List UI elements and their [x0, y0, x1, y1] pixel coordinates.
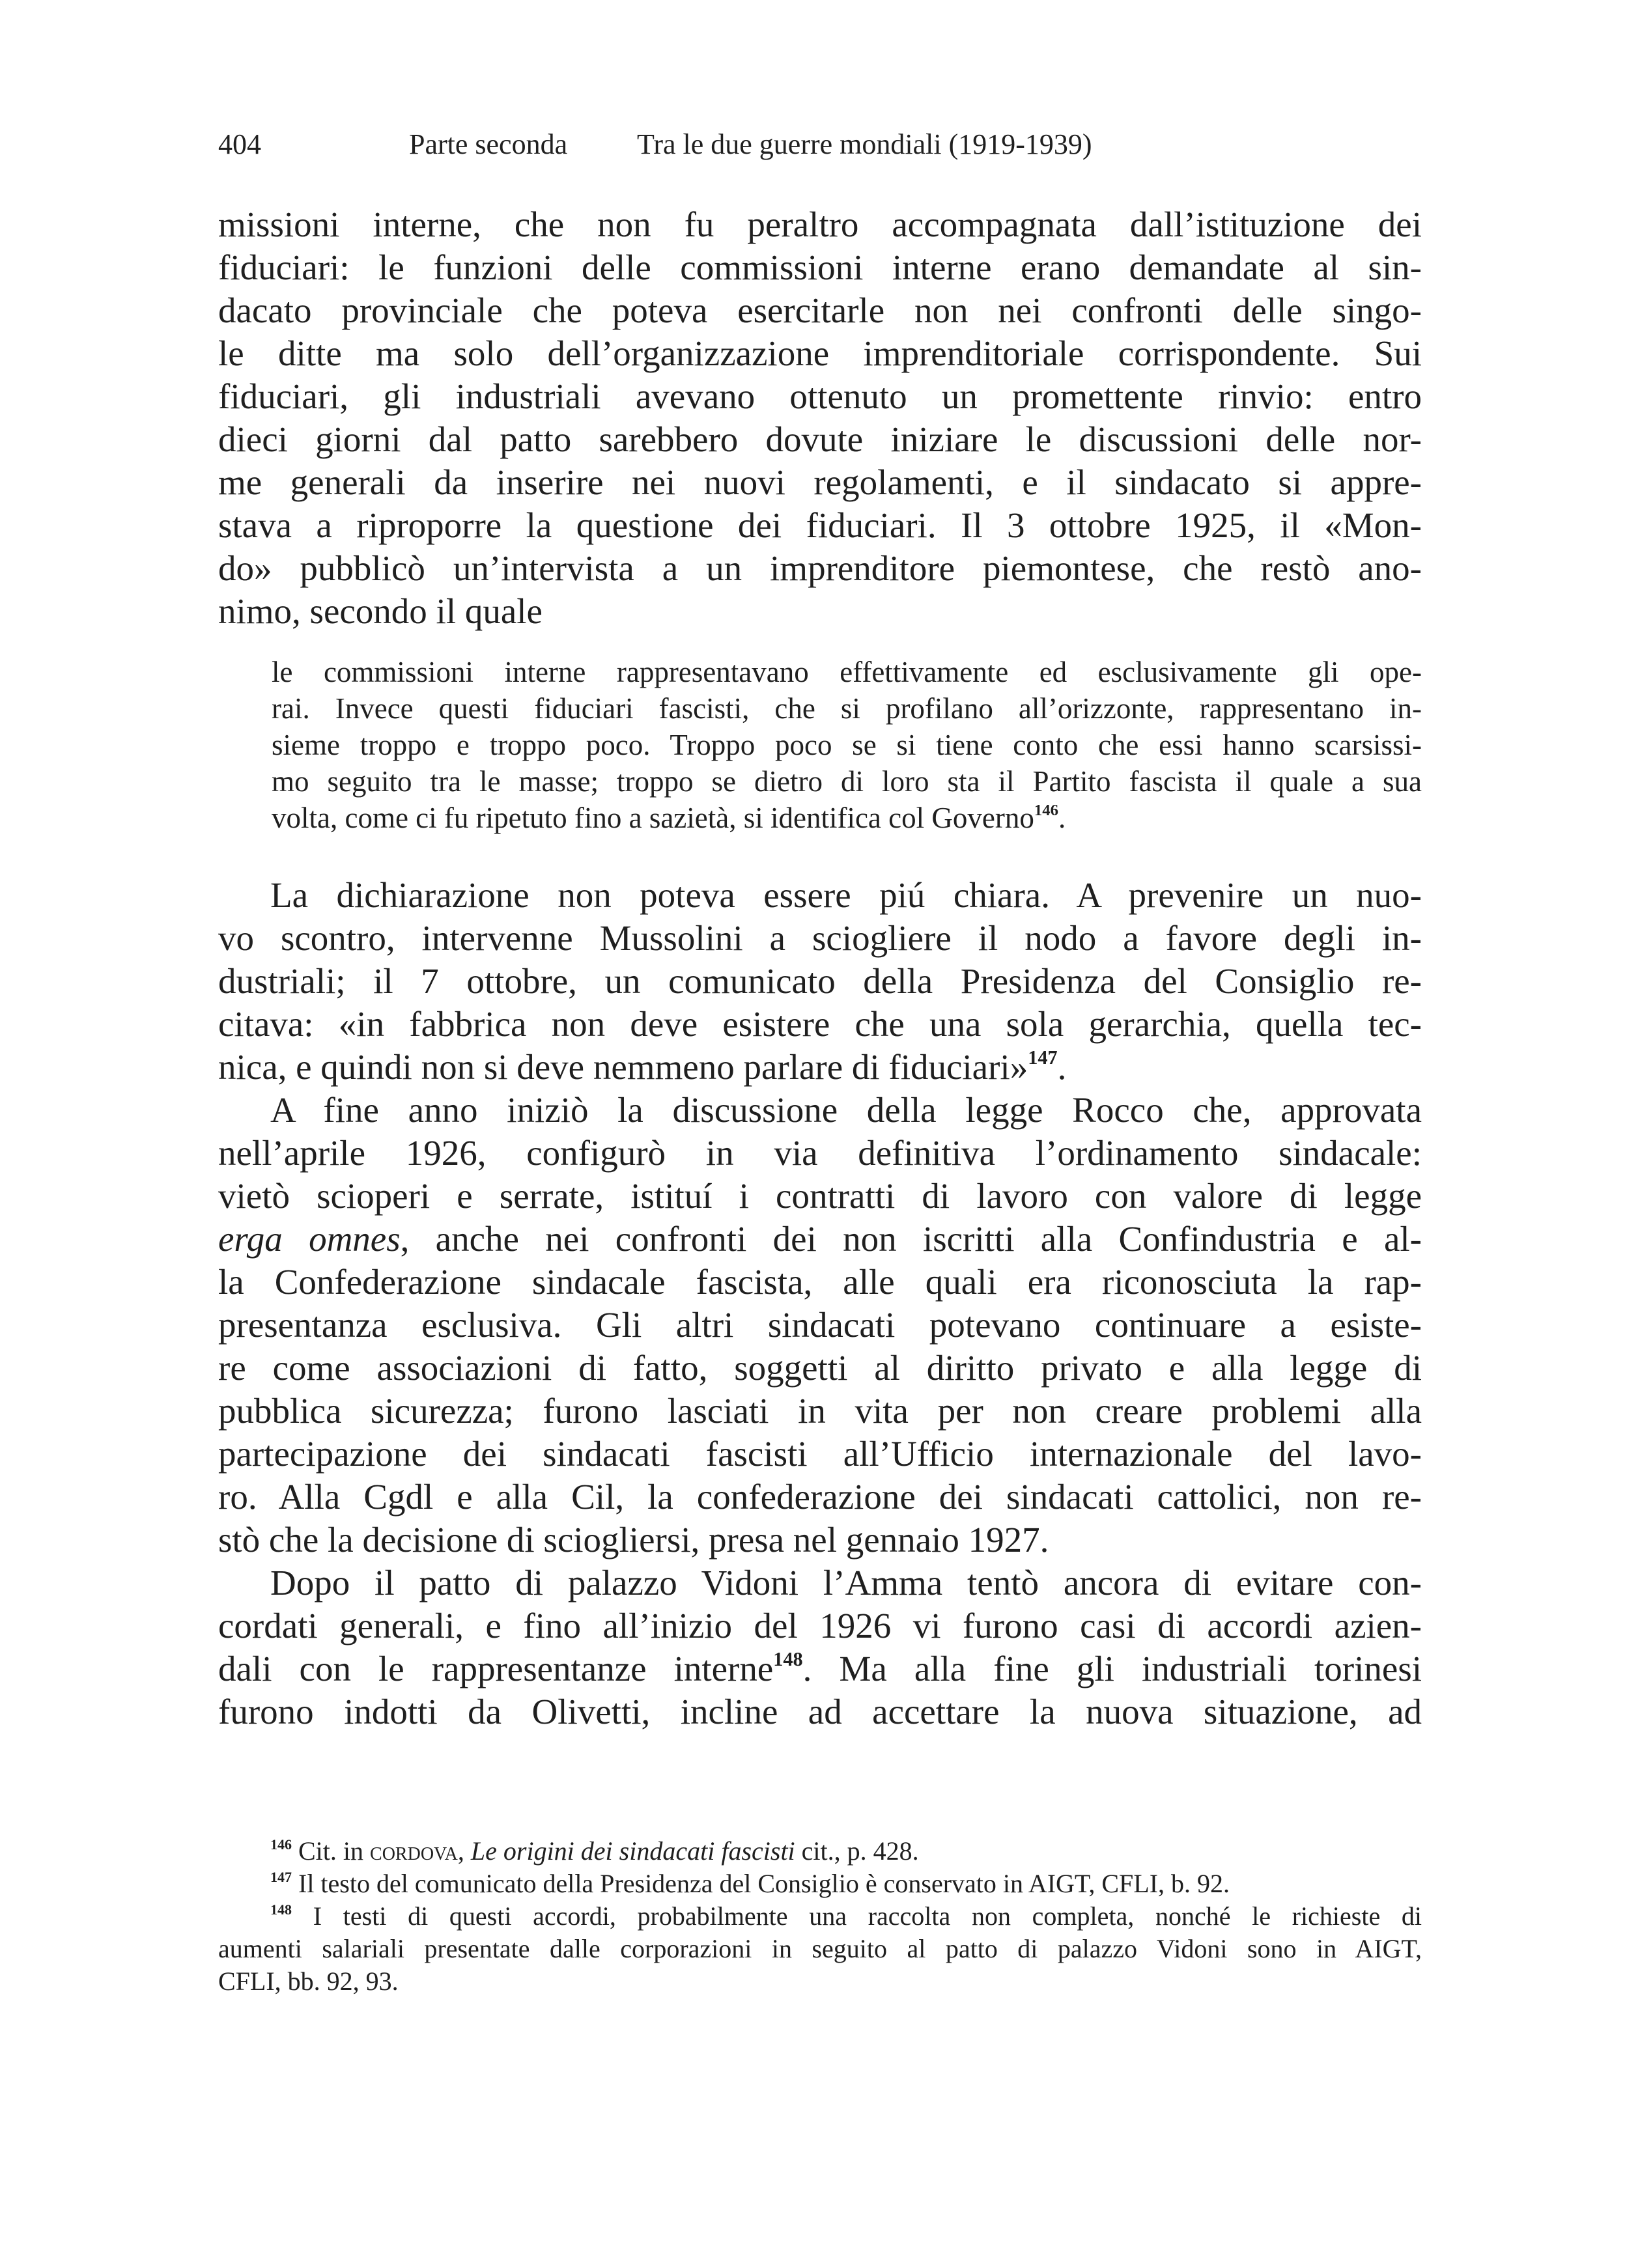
body-line: stò che la decisione di sciogliersi, presa nel gennaio 1927.: [218, 1520, 1049, 1560]
footnote-line: CFLI, bb. 92, 93.: [218, 1967, 399, 1996]
footnote-ref-148[interactable]: 148: [773, 1648, 803, 1671]
body-line: [218, 1218, 1422, 1262]
body-text: dali con le rappresentanze interne: [218, 1649, 774, 1688]
body-line: dustriali; il 7 ottobre, un comunicato della Presidenza del Consiglio re-: [218, 961, 1422, 1001]
footnote-text: I testi di questi accordi, probabilmente una raccolta non completa, nonché le richieste di: [313, 1901, 1422, 1931]
body-line: la Confederazione sindacale fascista, alle quali era riconosciuta la rap-: [218, 1262, 1422, 1302]
footnote-number: 146: [270, 1836, 292, 1853]
quote-line: le commissioni interne rappresentavano effettivamente ed esclusivamente gli ope-: [272, 656, 1422, 688]
page-number: 404: [218, 128, 261, 160]
running-head: [218, 125, 1423, 164]
footnote-prefix: Cit. in: [298, 1836, 364, 1866]
body-line: le ditte ma solo dell’organizzazione imprenditoriale corrispondente. Sui: [218, 333, 1422, 373]
body-line: pubblica sicurezza; furono lasciati in vita per non creare problemi alla: [218, 1391, 1422, 1431]
body-line: dacato provinciale che poteva esercitarle non nei confronti delle singo-: [218, 290, 1422, 330]
body-line: me generali da inserire nei nuovi regolamenti, e il sindacato si appre-: [218, 462, 1422, 502]
body-line: do» pubblicò un’intervista a un imprenditore piemontese, che restò ano-: [218, 548, 1422, 588]
body-line: La dichiarazione non poteva essere piú chiara. A prevenire un nuo-: [270, 875, 1422, 915]
footnote-line: aumenti salariali presentate dalle corporazioni in seguito al patto di palazzo Vidoni sono in AIGT,: [218, 1934, 1422, 1963]
quote-line-last: [272, 799, 1422, 837]
body-line: nell’aprile 1926, configurò in via definitiva l’ordinamento sindacale:: [218, 1133, 1422, 1173]
footnote-147: [270, 1868, 1422, 1901]
quote-end: .: [1058, 802, 1066, 834]
section-title: Tra le due guerre mondiali (1919-1939): [637, 128, 1092, 160]
body-line: Dopo il patto di palazzo Vidoni l’Amma tentò ancora di evitare con-: [270, 1563, 1422, 1603]
quote-line: mo seguito tra le masse; troppo se dietro di loro sta il Partito fascista il quale a sua: [272, 765, 1422, 798]
quote-text: volta, come ci fu ripetuto fino a sazietà, si identifica col Governo: [272, 802, 1034, 834]
footnote-author: cordova: [370, 1836, 458, 1866]
body-line: vietò scioperi e serrate, istituí i contratti di lavoro con valore di legge: [218, 1176, 1422, 1216]
body-line: missioni interne, che non fu peraltro accompagnata dall’istituzione dei: [218, 204, 1422, 244]
body-text: , anche nei confronti dei non iscritti alla Confindustria e al-: [400, 1219, 1422, 1259]
body-line: nimo, secondo il quale: [218, 591, 543, 631]
body-line: ro. Alla Cgdl e alla Cil, la confederazione dei sindacati cattolici, non re-: [218, 1477, 1422, 1517]
body-line: fiduciari, gli industriali avevano ottenuto un promettente rinvio: entro: [218, 376, 1422, 416]
body-line: vo scontro, intervenne Mussolini a sciogliere il nodo a favore degli in-: [218, 918, 1422, 958]
quote-line: rai. Invece questi fiduciari fascisti, che si profilano all’orizzonte, rappresentano in-: [272, 692, 1422, 725]
footnote-number: 147: [270, 1868, 292, 1885]
body-line: [218, 1046, 1422, 1090]
body-line: partecipazione dei sindacati fascisti all’Ufficio internazionale del lavo-: [218, 1434, 1422, 1474]
body-line: stava a riproporre la questione dei fiduciari. Il 3 ottobre 1925, il «Mon-: [218, 505, 1422, 545]
italic-term: erga omnes: [218, 1219, 401, 1259]
footnote-148: [270, 1901, 1422, 1933]
footnote-ref-146[interactable]: 146: [1034, 802, 1058, 820]
body-line: A fine anno iniziò la discussione della legge Rocco che, approvata: [270, 1090, 1422, 1130]
footnote-suffix: cit., p. 428.: [801, 1836, 919, 1866]
footnote-text: Il testo del comunicato della Presidenza del Consiglio è conservato in AIGT, CFLI, b. 92.: [298, 1869, 1230, 1898]
body-line: cordati generali, e fino all’inizio del 1926 vi furono casi di accordi azien-: [218, 1606, 1422, 1645]
footnote-number: 148: [270, 1901, 292, 1918]
footnote-title: Le origini dei sindacati fascisti: [470, 1836, 795, 1866]
footnote-146: $^{146}$ Cit. in cordova, Le origini dei sindacati fascisti cit., p. 428.: [270, 1836, 919, 1866]
body-line: fiduciari: le funzioni delle commissioni interne erano demandate al sin-: [218, 247, 1422, 287]
body-text: nica, e quindi non si deve nemmeno parlare di fiduciari»: [218, 1047, 1028, 1087]
body-line: furono indotti da Olivetti, incline ad accettare la nuova situazione, ad: [218, 1692, 1422, 1731]
footnote-ref-147[interactable]: 147: [1028, 1046, 1058, 1069]
body-text-end: .: [1057, 1047, 1067, 1087]
quote-line: sieme troppo e troppo poco. Troppo poco se si tiene conto che essi hanno scarsissi-: [272, 729, 1422, 761]
body-line: dieci giorni dal patto sarebbero dovute iniziare le discussioni delle nor-: [218, 419, 1422, 459]
body-line: presentanza esclusiva. Gli altri sindacati potevano continuare a esiste-: [218, 1305, 1422, 1345]
body-line: citava: «in fabbrica non deve esistere che una sola gerarchia, quella tec-: [218, 1004, 1422, 1044]
body-line: re come associazioni di fatto, soggetti al diritto privato e alla legge di: [218, 1348, 1422, 1388]
part-label: Parte seconda: [409, 128, 568, 160]
body-line: [218, 1647, 1422, 1692]
body-text: . Ma alla fine gli industriali torinesi: [802, 1649, 1422, 1688]
